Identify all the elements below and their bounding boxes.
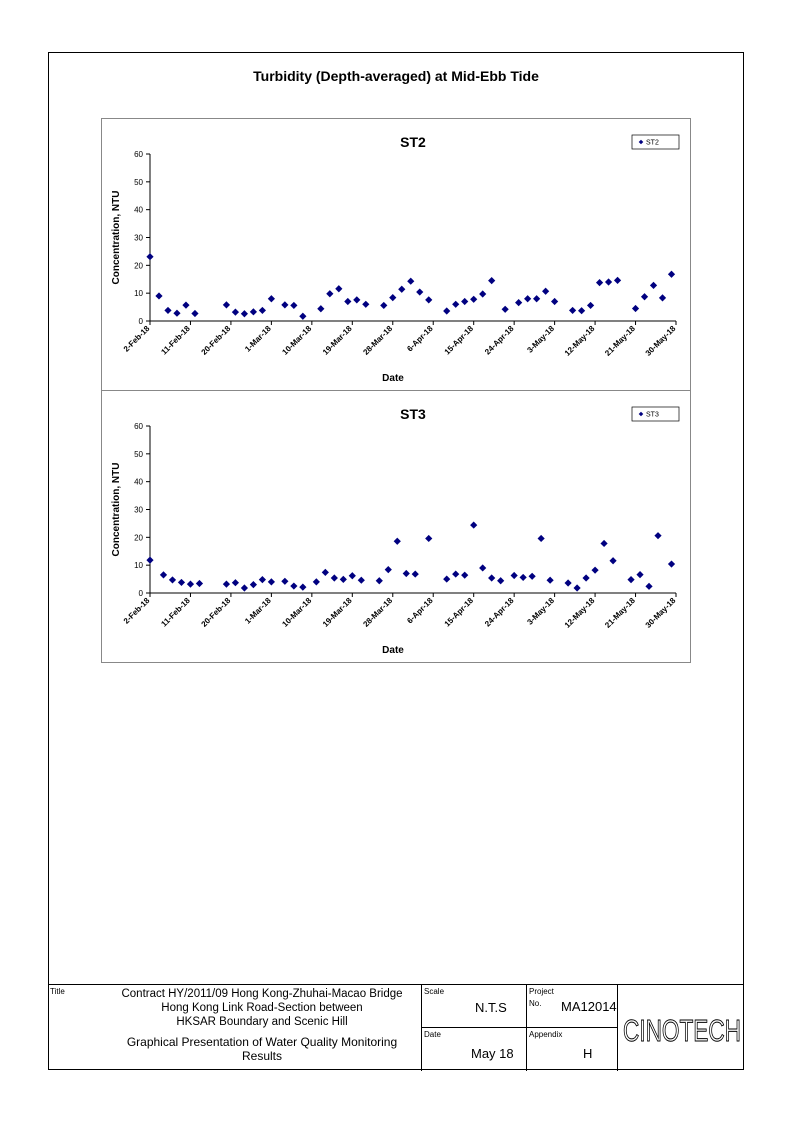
data-point bbox=[376, 577, 383, 584]
data-point bbox=[191, 310, 198, 317]
y-tick-label: 60 bbox=[134, 150, 143, 159]
data-point bbox=[470, 296, 477, 303]
data-point bbox=[461, 298, 468, 305]
data-point bbox=[362, 301, 369, 308]
x-tick-label: 11-Feb-18 bbox=[159, 324, 192, 357]
data-point bbox=[573, 584, 580, 591]
data-point bbox=[259, 576, 266, 583]
data-point bbox=[524, 295, 531, 302]
x-tick-label: 6-Apr-18 bbox=[405, 324, 435, 354]
x-tick-label: 15-Apr-18 bbox=[442, 324, 476, 357]
data-point bbox=[668, 271, 675, 278]
data-point bbox=[425, 296, 432, 303]
y-axis-label: Concentration, NTU bbox=[111, 190, 122, 285]
y-tick-label: 40 bbox=[134, 477, 143, 487]
data-point bbox=[340, 576, 347, 583]
data-point bbox=[497, 577, 504, 584]
data-point bbox=[636, 571, 643, 578]
data-point bbox=[241, 310, 248, 317]
data-point bbox=[182, 302, 189, 309]
title-label: Title bbox=[50, 987, 65, 996]
x-tick-label: 19-Mar-18 bbox=[320, 596, 354, 629]
data-point bbox=[223, 301, 230, 308]
scale-label: Scale bbox=[424, 987, 445, 996]
data-point bbox=[164, 307, 171, 314]
contract-text bbox=[108, 987, 416, 1029]
project-label: Project bbox=[529, 987, 554, 996]
data-point bbox=[452, 570, 459, 577]
data-point bbox=[565, 579, 572, 586]
y-axis-label: Concentration, NTU bbox=[111, 462, 122, 557]
contract-line: Hong Kong Link Road-Section between bbox=[161, 1002, 363, 1014]
x-tick-label: 21-May-18 bbox=[603, 596, 637, 630]
data-point bbox=[241, 584, 248, 591]
data-point bbox=[668, 560, 675, 567]
data-point bbox=[470, 521, 477, 528]
x-tick-label: 1-Mar-18 bbox=[243, 324, 273, 354]
data-point bbox=[529, 573, 536, 580]
x-tick-label: 11-Feb-18 bbox=[159, 596, 192, 629]
x-tick-label: 12-May-18 bbox=[562, 324, 597, 358]
chart-st2 bbox=[101, 118, 691, 391]
data-point bbox=[169, 576, 176, 583]
x-tick-label: 30-May-18 bbox=[643, 324, 678, 358]
data-point bbox=[596, 279, 603, 286]
date-label: Date bbox=[424, 1030, 441, 1039]
presentation-line: Results bbox=[241, 1049, 282, 1063]
data-point bbox=[659, 294, 666, 301]
data-point bbox=[281, 578, 288, 585]
scale-value: N.T.S bbox=[475, 1000, 507, 1015]
data-point bbox=[281, 301, 288, 308]
chart-title: ST3 bbox=[400, 406, 426, 422]
data-point bbox=[178, 579, 185, 586]
x-tick-label: 1-Mar-18 bbox=[243, 596, 273, 626]
x-tick-label: 20-Feb-18 bbox=[199, 596, 233, 629]
data-point bbox=[326, 290, 333, 297]
x-tick-label: 24-Apr-18 bbox=[483, 324, 516, 357]
data-point bbox=[322, 569, 329, 576]
x-tick-label: 6-Apr-18 bbox=[405, 596, 435, 626]
x-tick-label: 15-Apr-18 bbox=[442, 596, 476, 629]
data-point bbox=[538, 535, 545, 542]
data-point bbox=[412, 570, 419, 577]
x-tick-label: 24-Apr-18 bbox=[483, 596, 516, 629]
data-point bbox=[344, 298, 351, 305]
data-point bbox=[232, 308, 239, 315]
x-tick-label: 28-Mar-18 bbox=[361, 324, 395, 357]
data-point bbox=[268, 295, 275, 302]
presentation-text bbox=[108, 1035, 416, 1063]
data-point bbox=[645, 583, 652, 590]
data-point bbox=[398, 286, 405, 293]
data-point bbox=[641, 293, 648, 300]
legend bbox=[632, 407, 679, 421]
appendix-value: H bbox=[583, 1046, 593, 1061]
data-point bbox=[632, 305, 639, 312]
data-point bbox=[591, 567, 598, 574]
x-tick-label: 3-May-18 bbox=[525, 596, 557, 627]
data-point bbox=[250, 308, 257, 315]
data-point bbox=[232, 579, 239, 586]
logo-text: CINOTECH bbox=[623, 1013, 741, 1048]
x-tick-label: 2-Feb-18 bbox=[121, 596, 152, 626]
data-point bbox=[511, 572, 518, 579]
data-point bbox=[609, 557, 616, 564]
chart-st3 bbox=[101, 390, 691, 663]
data-point bbox=[335, 285, 342, 292]
data-point bbox=[299, 313, 306, 320]
x-tick-label: 3-May-18 bbox=[525, 324, 557, 355]
data-point bbox=[614, 277, 621, 284]
x-tick-label: 10-Mar-18 bbox=[280, 324, 314, 357]
x-tick-label: 30-May-18 bbox=[643, 596, 678, 630]
chart-svg bbox=[102, 391, 692, 664]
data-point bbox=[443, 575, 450, 582]
data-point bbox=[160, 571, 167, 578]
data-point bbox=[173, 310, 180, 317]
data-point bbox=[403, 570, 410, 577]
data-point bbox=[223, 580, 230, 587]
appendix-label: Appendix bbox=[529, 1030, 563, 1039]
x-axis-label: Date bbox=[382, 645, 404, 656]
legend-entry: ST2 bbox=[646, 139, 659, 147]
x-tick-label: 21-May-18 bbox=[603, 324, 637, 358]
data-point bbox=[587, 302, 594, 309]
data-point bbox=[358, 577, 365, 584]
data-point bbox=[385, 566, 392, 573]
data-point bbox=[299, 584, 306, 591]
data-point bbox=[425, 535, 432, 542]
y-tick-label: 20 bbox=[134, 533, 143, 543]
data-point bbox=[542, 288, 549, 295]
data-point bbox=[533, 295, 540, 302]
data-point bbox=[146, 253, 153, 260]
data-point bbox=[407, 278, 414, 285]
data-point bbox=[290, 582, 297, 589]
y-tick-label: 30 bbox=[134, 233, 143, 243]
y-tick-label: 20 bbox=[134, 261, 143, 271]
data-point bbox=[520, 574, 527, 581]
data-point bbox=[146, 557, 153, 564]
data-point bbox=[443, 307, 450, 314]
cinotech-logo bbox=[621, 1010, 743, 1048]
data-point bbox=[380, 302, 387, 309]
data-point bbox=[547, 577, 554, 584]
y-tick-label: 10 bbox=[134, 561, 143, 571]
data-point bbox=[353, 296, 360, 303]
project-no-label: No. bbox=[529, 999, 542, 1008]
data-point bbox=[578, 307, 585, 314]
x-axis-label: Date bbox=[382, 373, 404, 384]
y-tick-label: 10 bbox=[134, 289, 143, 299]
data-point bbox=[250, 581, 257, 588]
data-point bbox=[389, 294, 396, 301]
data-point bbox=[600, 540, 607, 547]
legend-entry: ST3 bbox=[646, 411, 659, 419]
y-tick-label: 30 bbox=[134, 505, 143, 515]
legend bbox=[632, 135, 679, 149]
y-tick-label: 50 bbox=[134, 449, 143, 459]
title-block bbox=[48, 984, 744, 1071]
data-point bbox=[488, 277, 495, 284]
chart-svg bbox=[102, 119, 692, 392]
y-tick-label: 50 bbox=[134, 177, 143, 187]
data-point bbox=[331, 574, 338, 581]
contract-line: Contract HY/2011/09 Hong Kong-Zhuhai-Macao Bridge bbox=[121, 988, 403, 1000]
data-point bbox=[488, 574, 495, 581]
y-tick-label: 60 bbox=[134, 422, 143, 431]
contract-line: HKSAR Boundary and Scenic Hill bbox=[176, 1016, 348, 1028]
data-point bbox=[290, 302, 297, 309]
data-point bbox=[479, 564, 486, 571]
data-point bbox=[416, 288, 423, 295]
page-title: Turbidity (Depth-averaged) at Mid-Ebb Tide bbox=[253, 68, 539, 84]
presentation-line: Graphical Presentation of Water Quality Monitoring bbox=[126, 1035, 398, 1049]
x-tick-label: 2-Feb-18 bbox=[121, 324, 152, 354]
x-tick-label: 19-Mar-18 bbox=[320, 324, 354, 357]
data-point bbox=[394, 538, 401, 545]
y-tick-label: 40 bbox=[134, 205, 143, 215]
data-point bbox=[155, 292, 162, 299]
data-point bbox=[650, 282, 657, 289]
data-point bbox=[654, 532, 661, 539]
data-point bbox=[627, 576, 634, 583]
x-tick-label: 12-May-18 bbox=[562, 596, 597, 630]
project-number: MA12014 bbox=[561, 999, 617, 1014]
date-value: May 18 bbox=[471, 1046, 514, 1061]
data-point bbox=[569, 307, 576, 314]
x-tick-label: 10-Mar-18 bbox=[280, 596, 314, 629]
data-point bbox=[349, 572, 356, 579]
data-point bbox=[187, 580, 194, 587]
y-tick-label: 0 bbox=[138, 317, 143, 326]
data-point bbox=[452, 301, 459, 308]
data-point bbox=[268, 578, 275, 585]
data-point bbox=[196, 580, 203, 587]
data-point bbox=[461, 572, 468, 579]
data-point bbox=[502, 306, 509, 313]
chart-title: ST2 bbox=[400, 134, 426, 150]
data-point bbox=[551, 298, 558, 305]
data-point bbox=[313, 578, 320, 585]
data-point bbox=[515, 299, 522, 306]
x-tick-label: 20-Feb-18 bbox=[199, 324, 233, 357]
data-point bbox=[317, 305, 324, 312]
y-tick-label: 0 bbox=[138, 589, 143, 598]
data-point bbox=[479, 290, 486, 297]
x-tick-label: 28-Mar-18 bbox=[361, 596, 395, 629]
data-point bbox=[605, 278, 612, 285]
data-point bbox=[582, 574, 589, 581]
data-point bbox=[259, 307, 266, 314]
